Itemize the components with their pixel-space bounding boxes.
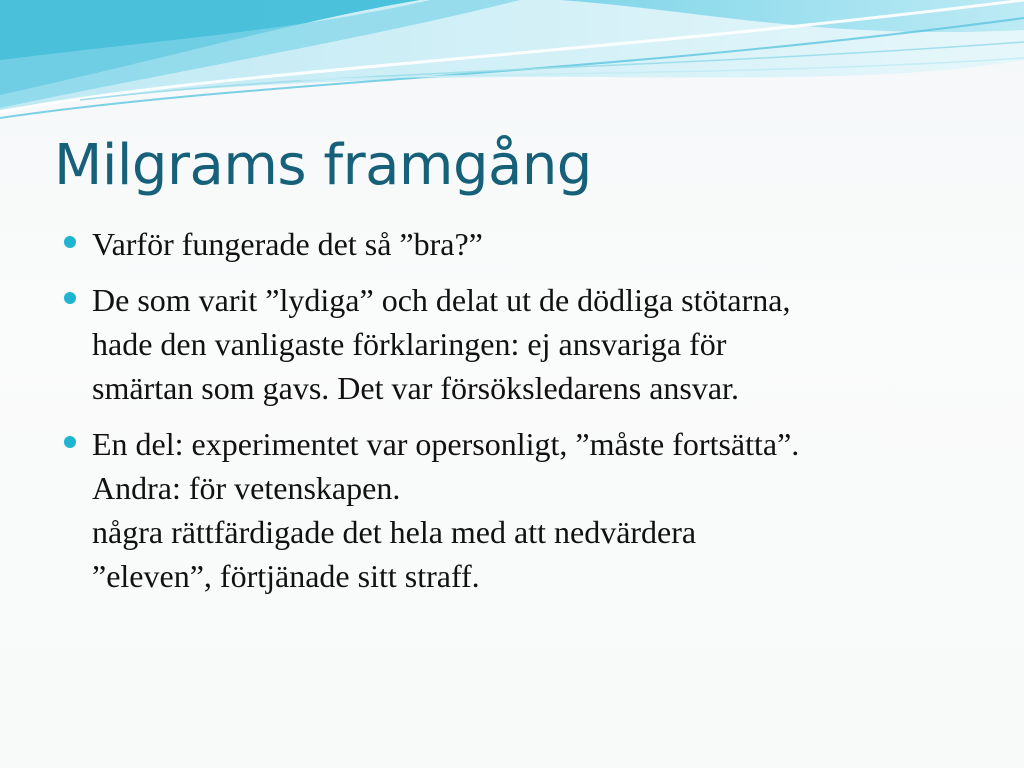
wave-header-decoration [0, 0, 1024, 130]
bullet-text-line: De som varit ”lydiga” och delat ut de dödliga stötarna, [92, 282, 791, 318]
bullet-item [92, 422, 992, 598]
bullet-text-line: Andra: för vetenskapen. [92, 470, 401, 506]
bullet-text-line: smärtan som gavs. Det var försöksledarens ansvar. [92, 370, 739, 406]
slide-title: Milgrams framgång [54, 133, 592, 198]
bullet-text-line: Varför fungerade det så ”bra?” [92, 226, 483, 262]
bullet-text-line: En del: experimentet var opersonligt, ”måste fortsätta”. [92, 426, 800, 462]
bullet-dot-icon [64, 292, 76, 304]
bullet-text-line: hade den vanligaste förklaringen: ej ansvariga för [92, 326, 727, 362]
bullet-item [92, 222, 992, 266]
bullet-dot-icon [64, 236, 76, 248]
bullet-list [92, 222, 992, 610]
bullet-text-line: några rättfärdigade det hela med att nedvärdera [92, 514, 697, 550]
bullet-item [92, 278, 992, 410]
bullet-dot-icon [64, 436, 76, 448]
bullet-text-line: ”eleven”, förtjänade sitt straff. [92, 558, 480, 594]
